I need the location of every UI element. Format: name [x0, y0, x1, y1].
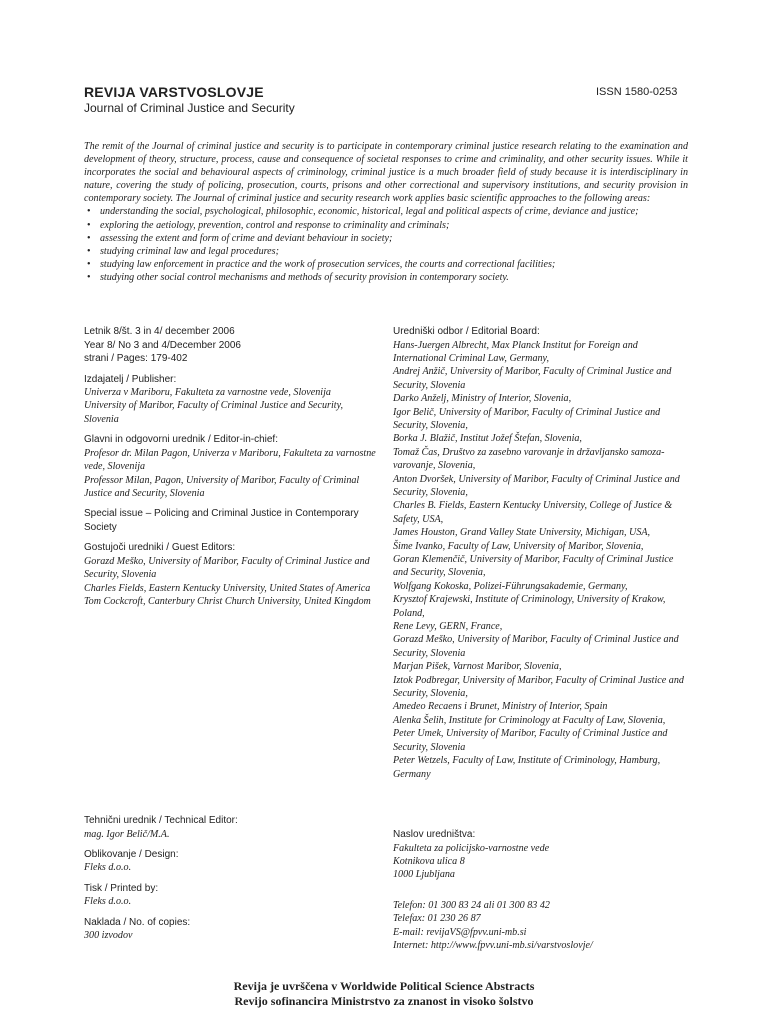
- editorial-board-list: [393, 339, 687, 781]
- email-address: E-mail: revijaVS@fpvv.uni-mb.si: [393, 926, 527, 938]
- footer-notice: [0, 979, 768, 1009]
- guest-editors-block: [84, 541, 378, 608]
- guest-editor: Charles Fields, Eastern Kentucky University, United States of America: [84, 582, 371, 594]
- board-member: Darko Anželj, Ministry of Interior, Slovenia,: [393, 393, 572, 405]
- issn-number: ISSN 1580-0253: [596, 86, 678, 98]
- research-areas-list: [84, 205, 688, 284]
- editor-in-chief-value: Professor Milan, Pagon, University of Maribor, Faculty of Criminal Justice and Security, Slovenia: [84, 474, 360, 499]
- address-label: Naslov uredništva:: [393, 829, 476, 840]
- design-value: Fleks d.o.o.: [84, 862, 132, 874]
- issue-pages: strani / Pages: 179-402: [84, 353, 188, 364]
- board-member: Andrej Anžič, University of Maribor, Faculty of Criminal Justice and Security, Slovenia: [393, 366, 672, 391]
- journal-subtitle: Journal of Criminal Justice and Security: [84, 101, 295, 115]
- journal-remit: [84, 140, 688, 284]
- technical-editor-block: [84, 814, 378, 841]
- editor-in-chief-value: Profesor dr. Milan Pagon, Univerza v Mariboru, Fakulteta za varnostne vede, Slovenija: [84, 447, 376, 473]
- board-member: Goran Klemenčič, University of Maribor, Faculty of Criminal Justice and Security, Slovenia,: [393, 554, 674, 579]
- special-issue-block: [84, 507, 378, 534]
- publisher-value: Univerza v Mariboru, Fakulteta za varnostne vede, Slovenija: [84, 387, 331, 398]
- editorial-board: [393, 325, 687, 781]
- board-member: Amedeo Recaens i Brunet, Ministry of Interior, Spain: [393, 701, 608, 713]
- printed-by-value: Fleks d.o.o.: [84, 896, 132, 908]
- remit-paragraph: The remit of the Journal of criminal justice and security is to participate in contemporary criminal justice research relating to the examination and development of theory, structure, process, cause and consequence of societal responses to crime and criminality, and other security issues. While it incorporates the social and behavioural aspects of criminology, criminal justice is a much broader field of study because it is interdisciplinary in nature, covering the study of policing, prosecution, courts, prisons and other correctional and supervisory institutions, and security provision in contemporary society. The Journal of criminal justice and security research work applies basic scientific approaches to the following areas:: [84, 141, 688, 205]
- indexing-notice: Revija je uvrščena v Worldwide Political Science Abstracts: [233, 979, 535, 993]
- journal-title: REVIJA VARSTVOSLOVJE: [84, 84, 264, 100]
- board-member: Iztok Podbregar, University of Maribor, Faculty of Criminal Justice and Security, Slovenia,: [393, 674, 684, 700]
- issue-volume-slovene: Letnik 8/št. 3 in 4/ december 2006: [84, 326, 235, 337]
- production-info: [84, 814, 378, 950]
- list-item: • studying law enforcement in practice and the work of prosecution services, the courts and correctional facilities;: [100, 258, 688, 271]
- guest-editor: Tom Cockcroft, Canterbury Christ Church University, United Kingdom: [84, 596, 371, 608]
- board-member: Charles B. Fields, Eastern Kentucky University, College of Justice & Safety, USA,: [393, 500, 673, 525]
- funding-notice: Revijo sofinancira Ministrstvo za znanost in visoko šolstvo: [234, 994, 534, 1008]
- publisher-label: Izdajatelj / Publisher:: [84, 373, 177, 385]
- board-member: Krysztof Krajewski, Institute of Criminology, University of Krakow, Poland,: [393, 594, 666, 619]
- journal-header: [84, 84, 684, 116]
- board-member: Borka J. Blažič, Institut Jožef Štefan, Slovenia,: [393, 433, 582, 445]
- guest-editors-label: Gostujoči uredniki / Guest Editors:: [84, 542, 236, 554]
- editor-in-chief-block: [84, 433, 378, 500]
- contact-info: [393, 899, 687, 953]
- board-member: Rene Levy, GERN, France,: [393, 621, 503, 633]
- phone-number: Telefon: 01 300 83 24 ali 01 300 83 42: [393, 900, 550, 911]
- list-item: • understanding the social, psychological, philosophic, economic, historical, legal and political aspects of crime, deviance and justice;: [100, 205, 688, 218]
- address-line: Kotnikova ulica 8: [393, 855, 465, 867]
- list-item: • studying other social control mechanisms and methods of security provision in contemporary society.: [100, 271, 688, 284]
- list-item: • exploring the aetiology, prevention, control and response to criminality and criminals;: [100, 219, 688, 232]
- issue-volume-english: Year 8/ No 3 and 4/December 2006: [84, 339, 241, 351]
- address-line: 1000 Ljubljana: [393, 869, 455, 881]
- editor-in-chief-label: Glavni in odgovorni urednik / Editor-in-chief:: [84, 434, 278, 446]
- issue-info: [84, 325, 378, 366]
- board-member: Peter Wetzels, Faculty of Law, Institute of Criminology, Hamburg, Germany: [393, 755, 661, 780]
- copies-label: Naklada / No. of copies:: [84, 916, 191, 928]
- website-url: Internet: http://www.fpvv.uni-mb.si/varstvoslovje/: [393, 940, 593, 952]
- board-member: Šime Ivanko, Faculty of Law, University of Maribor, Slovenia,: [393, 540, 644, 552]
- technical-editor-label: Tehnični urednik / Technical Editor:: [84, 815, 238, 826]
- fax-number: Telefax: 01 230 26 87: [393, 913, 481, 925]
- address-line: Fakulteta za policijsko-varnostne vede: [393, 842, 550, 854]
- board-member: Alenka Šelih, Institute for Criminology at Faculty of Law, Slovenia,: [393, 714, 666, 726]
- board-member: Anton Dvoršek, University of Maribor, Faculty of Criminal Justice and Security, Slovenia,: [393, 473, 680, 498]
- design-label: Oblikovanje / Design:: [84, 848, 179, 860]
- editorial-board-label: Uredniški odbor / Editorial Board:: [393, 326, 540, 337]
- board-member: James Houston, Grand Valley State University, Michigan, USA,: [393, 527, 651, 539]
- copies-value: 300 izvodov: [84, 930, 133, 942]
- special-issue-title: Special issue – Policing and Criminal Justice in Contemporary Society: [84, 508, 359, 533]
- list-item: • studying criminal law and legal procedures;: [100, 245, 688, 258]
- board-member: Igor Belič, University of Maribor, Faculty of Criminal Justice and Security, Slovenia,: [393, 406, 661, 431]
- list-item: • assessing the extent and form of crime and deviant behaviour in society;: [100, 232, 688, 245]
- copies-block: [84, 916, 378, 943]
- technical-editor-value: mag. Igor Belič/M.A.: [84, 828, 170, 840]
- board-member: Gorazd Meško, University of Maribor, Faculty of Criminal Justice and Security, Slovenia: [393, 634, 679, 659]
- board-member: Marjan Pišek, Varnost Maribor, Slovenia,: [393, 661, 562, 673]
- publisher-value: University of Maribor, Faculty of Criminal Justice and Security, Slovenia: [84, 400, 344, 425]
- guest-editor: Gorazd Meško, University of Maribor, Faculty of Criminal Justice and Security, Slovenia: [84, 555, 370, 581]
- printed-by-label: Tisk / Printed by:: [84, 882, 159, 894]
- design-block: [84, 848, 378, 875]
- publisher-block: [84, 373, 378, 427]
- editorial-address: [393, 828, 687, 882]
- board-member: Hans-Juergen Albrecht, Max Planck Institut for Foreign and International Criminal Law, Germany,: [393, 339, 638, 364]
- masthead-left-column: [84, 325, 378, 615]
- board-member: Tomaž Čas, Društvo za zasebno varovanje in državljansko samoza-varovanje, Slovenia,: [393, 446, 665, 472]
- board-member: Peter Umek, University of Maribor, Faculty of Criminal Justice and Security, Slovenia: [393, 728, 668, 753]
- board-member: Wolfgang Kokoska, Polizei-Führungsakademie, Germany,: [393, 580, 628, 592]
- printed-by-block: [84, 882, 378, 909]
